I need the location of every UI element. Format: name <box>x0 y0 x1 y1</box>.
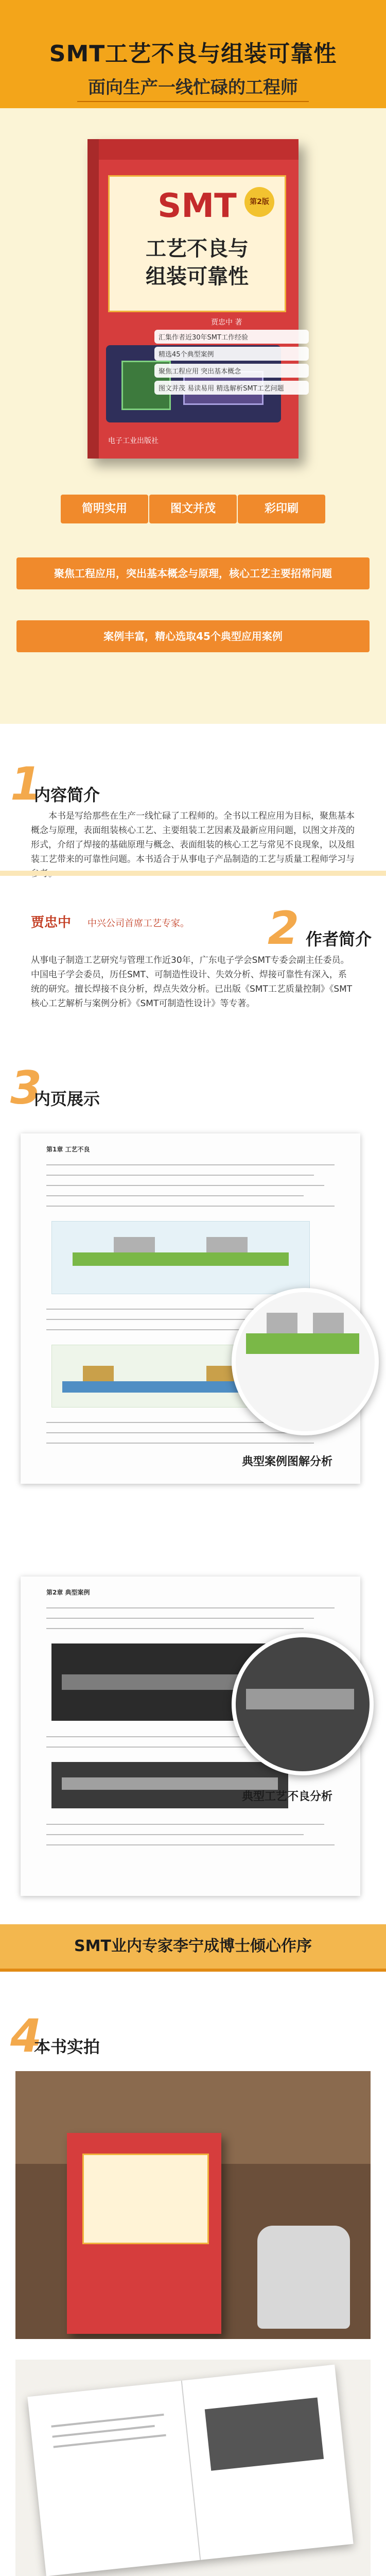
text-line <box>46 1185 324 1186</box>
component-shape <box>114 1237 155 1252</box>
subtitle-underline <box>77 101 309 104</box>
publisher-name: 电子工业出版社 <box>108 437 159 445</box>
photo-vase <box>257 2226 350 2329</box>
section-title: 作者简介 <box>305 929 372 949</box>
section-number: 2 <box>268 902 300 955</box>
section-title: 内页展示 <box>34 1089 100 1109</box>
edition-seal: 第2版 <box>244 187 274 217</box>
text-line <box>46 1824 324 1825</box>
zoomed-cross-section <box>246 1689 354 1709</box>
cover-bullet: 精选45个典型案例 <box>154 347 309 361</box>
text-line <box>46 1206 335 1207</box>
tag-color-print: 彩印刷 <box>238 495 325 523</box>
text-line <box>46 1628 304 1629</box>
author-name: 贾忠中 <box>31 915 72 930</box>
section-title: 本书实拍 <box>34 2037 100 2057</box>
solder-shape <box>83 1366 114 1381</box>
diagram-figure <box>51 1221 310 1294</box>
author-affiliation: 中兴公司首席工艺专家。 <box>87 918 189 929</box>
text-line <box>46 1175 314 1176</box>
book-top-band <box>99 139 299 160</box>
book-author: 贾忠中 著 <box>211 318 242 327</box>
photo-cover-panel <box>82 2154 209 2244</box>
book-spine <box>87 139 99 459</box>
photo-open-book <box>15 2360 371 2576</box>
text-line <box>46 1607 335 1608</box>
title-band <box>0 0 386 108</box>
hero-section <box>0 0 386 724</box>
section-title: 内容简介 <box>34 785 100 805</box>
photo-book-cover <box>67 2133 221 2334</box>
text-line <box>54 2434 166 2448</box>
zoom-caption-1: 典型案例图解分析 <box>242 1455 333 1468</box>
feature-banner-2: 案例丰富，精心选取45个典型应用案例 <box>16 620 370 652</box>
photo-book-on-shelf <box>15 2071 371 2339</box>
zoomed-component-shape <box>267 1313 297 1333</box>
section-number: 4 <box>10 2009 42 2062</box>
text-line <box>46 1443 314 1444</box>
text-line <box>46 1164 335 1165</box>
divider <box>0 871 386 876</box>
tag-illustrated: 图文并茂 <box>149 495 237 523</box>
cover-bullet: 汇集作者近30年SMT工作经验 <box>154 330 309 344</box>
preface-banner-underline <box>0 1969 386 1972</box>
text-line <box>46 1618 314 1619</box>
section-number: 3 <box>10 1061 42 1114</box>
text-line <box>46 1432 304 1433</box>
tag-row <box>0 495 386 526</box>
photo-page-figure <box>205 2397 324 2470</box>
zoom-magnifier-1 <box>232 1288 379 1435</box>
page-title: SMT工艺不良与组装可靠性 <box>49 41 337 67</box>
author-body: 从事电子制造工艺研究与管理工作近30年，广东电子学会SMT专委会副主任委员。中国电子学会委员，历任SMT、可制造性设计、失效分析、焊接可靠性有深入，系统的研究。擅长焊接不良分析，焊点失效分析。已出版《SMT工艺质量控制》《SMT核心工艺解析与案例分析》《SMT可制造性设计》等专著。 <box>31 955 353 1009</box>
book-smt-text: SMT <box>157 187 237 225</box>
component-shape <box>206 1237 248 1252</box>
tag-simple-practical: 简明实用 <box>61 495 148 523</box>
page-header: 第2章 典型案例 <box>46 1589 90 1596</box>
cover-bullet: 聚焦工程应用 突出基本概念 <box>154 364 309 378</box>
zoomed-component-shape <box>313 1313 344 1333</box>
zoomed-pcb-shape <box>246 1333 359 1354</box>
page-subtitle: 面向生产一线忙碌的工程师 <box>88 77 298 98</box>
preface-banner: SMT业内专家李宁成博士倾心作序 <box>0 1924 386 1969</box>
book-title-panel <box>108 175 286 312</box>
text-line <box>46 1844 335 1845</box>
cover-bullets <box>154 330 309 398</box>
photo-open-pages <box>27 2365 353 2576</box>
book-cover <box>87 139 299 459</box>
book-title-line1: 工艺不良与 <box>146 237 249 261</box>
text-line <box>52 2425 154 2438</box>
text-line <box>46 1195 304 1196</box>
book-title-line2: 组装可靠性 <box>146 265 249 289</box>
cover-bullet: 图文并茂 易读易用 精选解析SMT工艺问题 <box>154 381 309 395</box>
zoom-magnifier-2 <box>232 1633 374 1775</box>
page-header: 第1章 工艺不良 <box>46 1146 90 1153</box>
cross-section-layer <box>62 1674 257 1690</box>
section-number: 1 <box>10 757 42 810</box>
pcb-layer-shape <box>73 1252 289 1266</box>
intro-body: 本书是写给那些在生产一线忙碌了工程师的。全书以工程应用为目标，聚焦基本概念与原理，表面组装核心工艺、主要组装工艺因素及最新应用问题，以图文并茂的形式，介绍了焊接的基础原理与概念、表面组装的核心工艺与常见不良现象，以及组装工艺带来的可靠性问题。本书适合于从事电子产品制造的工艺与质量工程师学习与 <box>31 811 355 865</box>
zoom-caption-2: 典型工艺不良分析 <box>242 1790 333 1803</box>
photo-page-gutter <box>181 2381 201 2560</box>
text-line <box>46 1834 304 1835</box>
feature-banner-1: 聚焦工程应用，突出基本概念与原理，核心工艺主要招常问题 <box>16 557 370 589</box>
